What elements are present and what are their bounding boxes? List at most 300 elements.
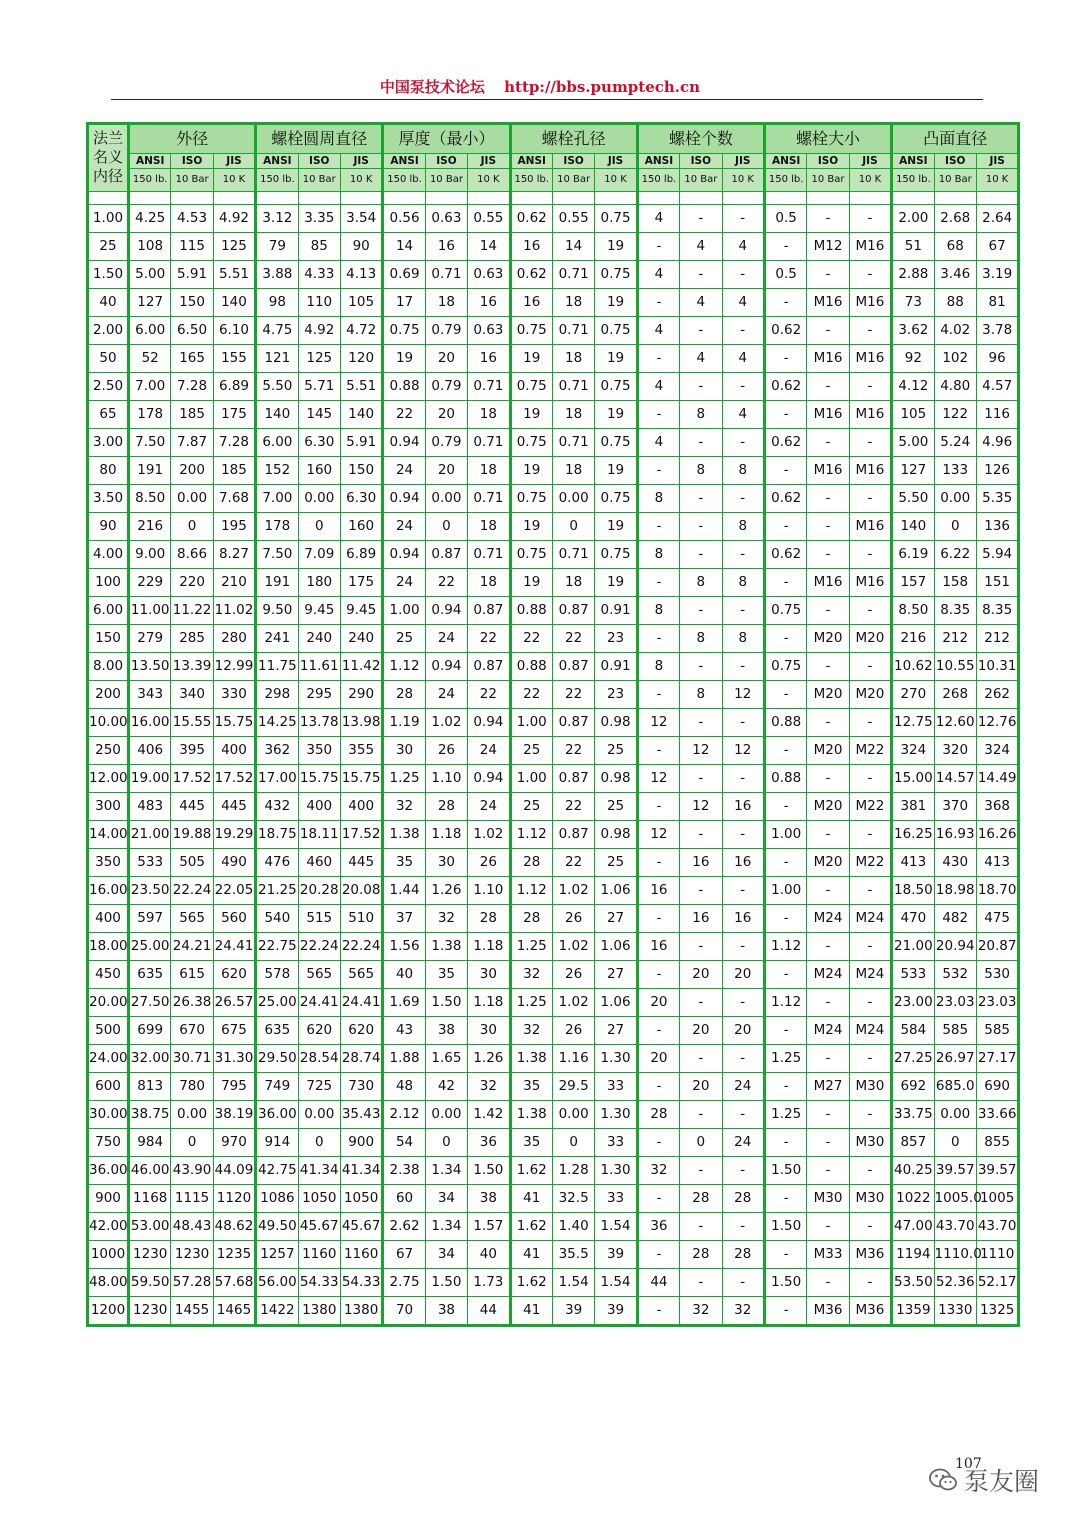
table-cell: 0.91 <box>595 597 637 625</box>
table-cell: 0.00 <box>552 1101 594 1129</box>
table-cell: M20 <box>807 737 849 765</box>
table-cell: 0.62 <box>510 205 552 233</box>
table-cell: - <box>807 513 849 541</box>
group-header: 螺栓圆周直径 <box>256 124 383 154</box>
nominal-size-cell: 90 <box>88 513 129 541</box>
spacer-cell <box>680 192 722 205</box>
table-cell: 19 <box>510 401 552 429</box>
table-cell: 1.40 <box>552 1213 594 1241</box>
table-cell: M16 <box>849 289 891 317</box>
table-cell: - <box>807 1045 849 1073</box>
nominal-size-cell: 2.50 <box>88 373 129 401</box>
table-cell: 4.57 <box>976 373 1018 401</box>
nominal-size-cell: 40 <box>88 289 129 317</box>
table-cell: 20 <box>722 1017 764 1045</box>
table-cell: 56.00 <box>256 1269 298 1297</box>
table-cell: 151 <box>976 569 1018 597</box>
table-cell: 1.25 <box>764 1101 806 1129</box>
table-cell: 1.25 <box>383 765 425 793</box>
table-row <box>88 1073 1019 1101</box>
table-row <box>88 737 1019 765</box>
table-cell: 1.62 <box>510 1157 552 1185</box>
table-cell: - <box>764 1297 806 1326</box>
table-cell: 1.18 <box>468 933 510 961</box>
table-cell: 1050 <box>340 1185 382 1213</box>
table-cell: 1.10 <box>425 765 467 793</box>
table-cell: 212 <box>934 625 976 653</box>
table-cell: M24 <box>807 905 849 933</box>
nominal-size-cell: 100 <box>88 569 129 597</box>
table-cell: 350 <box>298 737 340 765</box>
table-cell: 1005.0 <box>934 1185 976 1213</box>
table-cell: 0 <box>934 1129 976 1157</box>
rating-header: 10 K <box>722 169 764 192</box>
table-cell: 530 <box>976 961 1018 989</box>
table-cell: 1.28 <box>552 1157 594 1185</box>
table-cell: - <box>637 1297 679 1326</box>
table-cell: 1.02 <box>552 877 594 905</box>
table-cell: - <box>722 205 764 233</box>
table-cell: 20 <box>637 1045 679 1073</box>
table-cell: 24 <box>383 569 425 597</box>
table-cell: 0 <box>934 513 976 541</box>
table-cell: 31.30 <box>213 1045 255 1073</box>
table-cell: 0.88 <box>510 653 552 681</box>
table-cell: 355 <box>340 737 382 765</box>
table-cell: 2.62 <box>383 1213 425 1241</box>
table-cell: 25 <box>383 625 425 653</box>
table-cell: - <box>764 1017 806 1045</box>
table-cell: 0.94 <box>383 485 425 513</box>
table-cell: 25 <box>595 793 637 821</box>
table-cell: 48.62 <box>213 1213 255 1241</box>
table-cell: 0 <box>552 1129 594 1157</box>
table-row <box>88 793 1019 821</box>
table-cell: 11.22 <box>171 597 213 625</box>
table-cell: 19 <box>595 569 637 597</box>
table-cell: 22 <box>552 681 594 709</box>
table-row <box>88 933 1019 961</box>
table-cell: 57.68 <box>213 1269 255 1297</box>
table-cell: - <box>637 961 679 989</box>
table-cell: 4 <box>637 429 679 457</box>
spacer-cell <box>892 192 934 205</box>
table-cell: 8 <box>637 597 679 625</box>
table-cell: 0.75 <box>510 429 552 457</box>
table-cell: 400 <box>298 793 340 821</box>
nominal-size-cell: 80 <box>88 457 129 485</box>
table-cell: 13.39 <box>171 653 213 681</box>
table-cell: 262 <box>976 681 1018 709</box>
table-cell: - <box>807 485 849 513</box>
table-cell: 0 <box>425 1129 467 1157</box>
spacer-cell <box>637 192 679 205</box>
table-cell: - <box>807 989 849 1017</box>
nominal-size-cell: 1.00 <box>88 205 129 233</box>
table-cell: 26 <box>552 1017 594 1045</box>
table-cell: 12 <box>637 709 679 737</box>
rating-header: 10 K <box>213 169 255 192</box>
table-cell: - <box>637 905 679 933</box>
rating-header: 150 lb. <box>892 169 934 192</box>
standard-header: ISO <box>680 154 722 169</box>
table-cell: 24.41 <box>298 989 340 1017</box>
table-cell: 476 <box>256 849 298 877</box>
table-cell: 515 <box>298 905 340 933</box>
table-cell: - <box>722 373 764 401</box>
table-cell: M22 <box>849 849 891 877</box>
table-cell: 45.67 <box>340 1213 382 1241</box>
table-row <box>88 541 1019 569</box>
table-cell: 185 <box>213 457 255 485</box>
table-cell: 18 <box>468 513 510 541</box>
table-cell: 0.71 <box>468 429 510 457</box>
rating-header: 10 K <box>340 169 382 192</box>
table-cell: - <box>637 1129 679 1157</box>
table-cell: 670 <box>171 1017 213 1045</box>
table-cell: 27 <box>595 1017 637 1045</box>
table-cell: 30 <box>425 849 467 877</box>
nominal-size-cell: 250 <box>88 737 129 765</box>
table-cell: 1.30 <box>595 1101 637 1129</box>
table-cell: 44 <box>468 1297 510 1326</box>
table-cell: 3.19 <box>976 261 1018 289</box>
table-cell: 984 <box>129 1129 171 1157</box>
table-cell: 14.49 <box>976 765 1018 793</box>
table-cell: 1257 <box>256 1241 298 1269</box>
table-cell: 0.87 <box>552 597 594 625</box>
table-cell: 46.00 <box>129 1157 171 1185</box>
table-cell: 1.12 <box>764 989 806 1017</box>
table-cell: 4 <box>680 233 722 261</box>
table-cell: 54.33 <box>298 1269 340 1297</box>
spacer-cell <box>722 192 764 205</box>
table-cell: 29.50 <box>256 1045 298 1073</box>
table-cell: 7.28 <box>171 373 213 401</box>
table-cell: 22 <box>510 681 552 709</box>
table-cell: 19.00 <box>129 765 171 793</box>
table-cell: 620 <box>340 1017 382 1045</box>
nominal-size-cell: 6.00 <box>88 597 129 625</box>
table-cell: 24 <box>425 681 467 709</box>
group-header: 外径 <box>129 124 256 154</box>
table-cell: 12 <box>722 737 764 765</box>
table-cell: 2.00 <box>892 205 934 233</box>
table-cell: 28 <box>383 681 425 709</box>
table-cell: 3.35 <box>298 205 340 233</box>
table-cell: 140 <box>892 513 934 541</box>
spacer-cell <box>383 192 425 205</box>
table-cell: 16 <box>722 905 764 933</box>
table-row <box>88 681 1019 709</box>
table-cell: 160 <box>298 457 340 485</box>
table-cell: 13.50 <box>129 653 171 681</box>
table-cell: 110 <box>298 289 340 317</box>
table-cell: 28 <box>637 1101 679 1129</box>
table-row <box>88 261 1019 289</box>
table-cell: 85 <box>298 233 340 261</box>
table-cell: - <box>680 261 722 289</box>
table-cell: - <box>722 1045 764 1073</box>
table-cell: - <box>849 317 891 345</box>
table-cell: 36 <box>637 1213 679 1241</box>
table-cell: 540 <box>256 905 298 933</box>
table-cell: M12 <box>807 233 849 261</box>
nominal-size-cell: 1200 <box>88 1297 129 1326</box>
table-cell: - <box>722 429 764 457</box>
table-cell: 400 <box>340 793 382 821</box>
table-cell: 16.26 <box>976 821 1018 849</box>
table-cell: 1455 <box>171 1297 213 1326</box>
table-cell: - <box>807 821 849 849</box>
rating-header: 10 Bar <box>171 169 213 192</box>
table-cell: - <box>764 457 806 485</box>
table-cell: 35 <box>510 1129 552 1157</box>
table-cell: 8 <box>637 485 679 513</box>
table-cell: 27 <box>595 961 637 989</box>
rating-header: 10 K <box>976 169 1018 192</box>
standard-header: ANSI <box>764 154 806 169</box>
table-cell: 17.52 <box>340 821 382 849</box>
table-cell: - <box>722 709 764 737</box>
standard-header: ISO <box>807 154 849 169</box>
table-cell: 1160 <box>298 1241 340 1269</box>
table-cell: 30 <box>468 1017 510 1045</box>
table-cell: 0.00 <box>934 1101 976 1129</box>
spacer-cell <box>976 192 1018 205</box>
table-cell: 0.91 <box>595 653 637 681</box>
table-cell: 3.78 <box>976 317 1018 345</box>
table-cell: 152 <box>256 457 298 485</box>
table-cell: 0.00 <box>552 485 594 513</box>
table-cell: 1.12 <box>764 933 806 961</box>
table-cell: 73 <box>892 289 934 317</box>
site-url[interactable]: http://bbs.pumptech.cn <box>504 78 701 96</box>
table-row <box>88 905 1019 933</box>
table-cell: 12.75 <box>892 709 934 737</box>
table-cell: 510 <box>340 905 382 933</box>
table-cell: - <box>680 1157 722 1185</box>
table-cell: 9.45 <box>298 597 340 625</box>
table-cell: - <box>680 485 722 513</box>
table-cell: 16 <box>680 849 722 877</box>
table-cell: 67 <box>976 233 1018 261</box>
table-cell: 22.75 <box>256 933 298 961</box>
table-cell: - <box>849 1213 891 1241</box>
table-cell: - <box>722 821 764 849</box>
table-cell: - <box>637 289 679 317</box>
table-cell: 41.34 <box>298 1157 340 1185</box>
table-cell: 14 <box>552 233 594 261</box>
table-cell: 92 <box>892 345 934 373</box>
table-cell: 10.55 <box>934 653 976 681</box>
table-cell: 343 <box>129 681 171 709</box>
table-cell: - <box>680 429 722 457</box>
table-cell: 1465 <box>213 1297 255 1326</box>
nominal-size-cell: 14.00 <box>88 821 129 849</box>
table-cell: 445 <box>340 849 382 877</box>
table-cell: - <box>722 877 764 905</box>
table-cell: 165 <box>171 345 213 373</box>
table-cell: 9.45 <box>340 597 382 625</box>
table-cell: 5.94 <box>976 541 1018 569</box>
table-cell: 620 <box>213 961 255 989</box>
table-cell: 1.02 <box>425 709 467 737</box>
table-cell: 5.71 <box>298 373 340 401</box>
table-cell: 0.62 <box>764 541 806 569</box>
table-cell: - <box>680 653 722 681</box>
table-row <box>88 1213 1019 1241</box>
table-cell: 121 <box>256 345 298 373</box>
table-cell: 370 <box>934 793 976 821</box>
table-cell: 54 <box>383 1129 425 1157</box>
table-row <box>88 709 1019 737</box>
standard-header: JIS <box>213 154 255 169</box>
row-header-label <box>88 124 129 192</box>
row-header-line: 内径 <box>92 167 123 185</box>
table-cell: - <box>807 765 849 793</box>
table-cell: 0.79 <box>425 373 467 401</box>
table-cell: 39 <box>552 1297 594 1326</box>
table-cell: 585 <box>976 1017 1018 1045</box>
table-cell: 445 <box>213 793 255 821</box>
table-cell: 67 <box>383 1241 425 1269</box>
group-header: 厚度（最小） <box>383 124 510 154</box>
table-row <box>88 597 1019 625</box>
table-cell: 1.65 <box>425 1045 467 1073</box>
table-cell: - <box>680 765 722 793</box>
table-cell: - <box>849 541 891 569</box>
table-cell: 22 <box>510 625 552 653</box>
table-cell: 0.71 <box>552 261 594 289</box>
table-cell: 1168 <box>129 1185 171 1213</box>
table-row <box>88 345 1019 373</box>
table-cell: 1.54 <box>552 1269 594 1297</box>
table-cell: 32 <box>637 1157 679 1185</box>
nominal-size-cell: 900 <box>88 1185 129 1213</box>
spacer-cell <box>807 192 849 205</box>
table-cell: 216 <box>129 513 171 541</box>
table-row <box>88 1185 1019 1213</box>
table-cell: 0.88 <box>764 765 806 793</box>
table-row <box>88 233 1019 261</box>
table-cell: 0 <box>171 513 213 541</box>
table-cell: 1.69 <box>383 989 425 1017</box>
standard-header: ISO <box>171 154 213 169</box>
table-cell: - <box>849 765 891 793</box>
table-cell: 6.50 <box>171 317 213 345</box>
nominal-size-cell: 12.00 <box>88 765 129 793</box>
table-cell: 28 <box>425 793 467 821</box>
table-cell: 8 <box>680 401 722 429</box>
standard-header: ANSI <box>637 154 679 169</box>
table-cell: 1.00 <box>383 597 425 625</box>
table-cell: 25.00 <box>129 933 171 961</box>
table-cell: 40 <box>383 961 425 989</box>
table-cell: M20 <box>807 849 849 877</box>
table-row <box>88 289 1019 317</box>
table-cell: 533 <box>892 961 934 989</box>
table-cell: 635 <box>129 961 171 989</box>
table-cell: 8 <box>680 625 722 653</box>
table-cell: 0.98 <box>595 709 637 737</box>
table-cell: 88 <box>934 289 976 317</box>
table-cell: 280 <box>213 625 255 653</box>
table-cell: 0.87 <box>425 541 467 569</box>
standard-header: ANSI <box>129 154 171 169</box>
table-cell: 7.50 <box>129 429 171 457</box>
table-cell: 0.71 <box>425 261 467 289</box>
nominal-size-cell: 350 <box>88 849 129 877</box>
table-cell: 5.50 <box>892 485 934 513</box>
table-cell: 6.00 <box>256 429 298 457</box>
table-cell: 11.42 <box>340 653 382 681</box>
table-cell: - <box>807 877 849 905</box>
table-cell: 44.09 <box>213 1157 255 1185</box>
table-cell: 432 <box>256 793 298 821</box>
table-cell: - <box>849 1101 891 1129</box>
table-cell: 533 <box>129 849 171 877</box>
table-cell: 18 <box>468 569 510 597</box>
table-cell: 22.24 <box>298 933 340 961</box>
table-row <box>88 1129 1019 1157</box>
table-cell: 108 <box>129 233 171 261</box>
table-cell: M16 <box>849 513 891 541</box>
table-cell: 35.5 <box>552 1241 594 1269</box>
table-cell: 15.55 <box>171 709 213 737</box>
table-cell: - <box>722 989 764 1017</box>
table-cell: 0.00 <box>934 485 976 513</box>
table-cell: 855 <box>976 1129 1018 1157</box>
table-cell: 210 <box>213 569 255 597</box>
table-cell: 0.94 <box>383 541 425 569</box>
table-cell: 22 <box>468 681 510 709</box>
table-cell: 18 <box>552 457 594 485</box>
table-cell: M20 <box>807 793 849 821</box>
table-cell: 16 <box>425 233 467 261</box>
table-row <box>88 1157 1019 1185</box>
table-cell: - <box>764 625 806 653</box>
spacer-cell <box>552 192 594 205</box>
table-cell: 0.63 <box>468 317 510 345</box>
table-cell: 14 <box>383 233 425 261</box>
table-cell: 0.87 <box>552 821 594 849</box>
table-cell: 6.89 <box>340 541 382 569</box>
table-cell: - <box>849 485 891 513</box>
table-cell: M16 <box>849 401 891 429</box>
table-cell: 21.00 <box>892 933 934 961</box>
table-cell: - <box>722 485 764 513</box>
table-cell: 18.50 <box>892 877 934 905</box>
nominal-size-cell: 18.00 <box>88 933 129 961</box>
row-header-line: 法兰 <box>92 129 123 147</box>
table-cell: - <box>849 597 891 625</box>
table-cell: 200 <box>171 457 213 485</box>
table-cell: 5.24 <box>934 429 976 457</box>
table-cell: 43.90 <box>171 1157 213 1185</box>
table-cell: - <box>764 681 806 709</box>
table-cell: 68 <box>934 233 976 261</box>
table-cell: - <box>764 513 806 541</box>
table-cell: 0.63 <box>425 205 467 233</box>
table-cell: 25 <box>595 849 637 877</box>
table-cell: 298 <box>256 681 298 709</box>
table-cell: 25 <box>595 737 637 765</box>
table-cell: 0.56 <box>383 205 425 233</box>
table-cell: 41 <box>510 1297 552 1326</box>
table-cell: M22 <box>849 737 891 765</box>
table-cell: 49.50 <box>256 1213 298 1241</box>
